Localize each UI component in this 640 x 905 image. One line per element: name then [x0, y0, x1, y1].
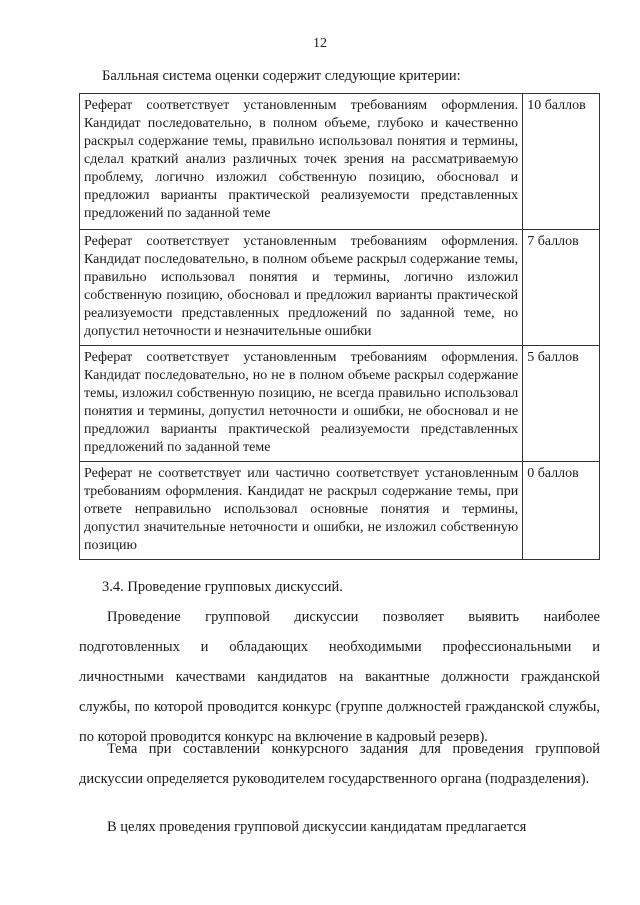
- criteria-description: Реферат соответствует установленным требованиям оформления. Кандидат последовательно, в полном объеме раскрыл содержание темы, правильно использовал понятия и термины, логично изложил собственную позицию, обосновал и предложил варианты практической реализуемости представленных предложений по заданной теме, но допустил неточности и незначительные ошибки: [80, 230, 523, 346]
- criteria-score: 7 баллов: [523, 230, 600, 346]
- criteria-description: Реферат соответствует установленным требованиям оформления. Кандидат последовательно, в полном объеме, глубоко и качественно раскрыл содержание темы, правильно использовал понятия и термины, сделал краткий анализ различных точек зрения на рассматриваемую проблему, логично изложил собственную позицию, обосновал и предложил варианты практической реализуемости представленных предложений по заданной теме: [80, 94, 523, 230]
- paragraph: Проведение групповой дискуссии позволяет выявить наиболее подготовленных и обладающих необходимыми профессиональными и личностными качествами кандидатов на вакантные должности гражданской службы, по которой проводится конкурс (группе должностей гражданской службы, по которой проводится конкурс на включение в кадровый резерв).: [79, 609, 600, 745]
- criteria-score: 5 баллов: [523, 346, 600, 462]
- criteria-row: [80, 230, 600, 346]
- section-title: 3.4. Проведение групповых дискуссий.: [102, 579, 343, 595]
- criteria-row: [80, 346, 600, 462]
- criteria-row: [80, 462, 600, 560]
- paragraph: В целях проведения групповой дискуссии кандидатам предлагается: [107, 819, 527, 835]
- criteria-table: [79, 93, 600, 560]
- page-number: 12: [313, 36, 327, 51]
- paragraph: Тема при составлении конкурсного задания для проведения групповой дискуссии определяется руководителем государственного органа (подразделения).: [79, 741, 600, 787]
- criteria-score: 10 баллов: [523, 94, 600, 230]
- criteria-row: [80, 94, 600, 230]
- criteria-description: Реферат соответствует установленным требованиям оформления. Кандидат последовательно, но не в полном объеме раскрыл содержание темы, изложил собственную позицию, не всегда правильно использовал понятия и термины, допустил неточности и ошибки, не обосновал и не предложил варианты практической реализуемости представленных предложений по заданной теме: [80, 346, 523, 462]
- criteria-description: Реферат не соответствует или частично соответствует установленным требованиям оформления. Кандидат не раскрыл содержание темы, при ответе неправильно использовал основные понятия и термины, допустил значительные неточности и ошибки, не изложил собственную позицию: [80, 462, 523, 560]
- criteria-score: 0 баллов: [523, 462, 600, 560]
- criteria-intro: Балльная система оценки содержит следующие критерии:: [102, 68, 461, 84]
